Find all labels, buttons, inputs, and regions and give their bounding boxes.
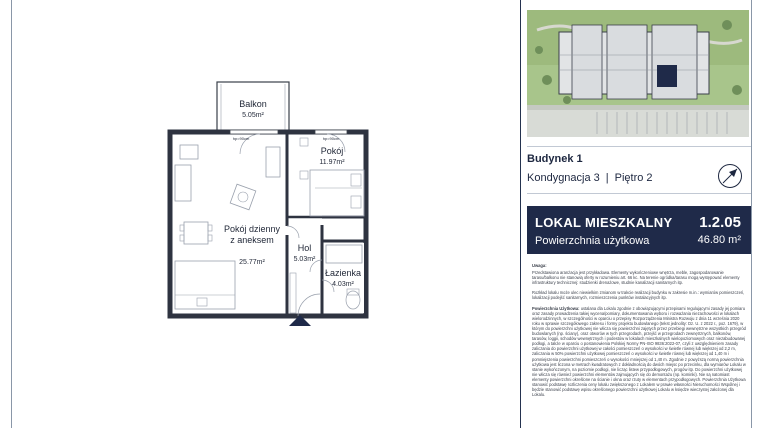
room-label-dzienny	[212, 213, 292, 279]
site-plan	[527, 10, 749, 137]
panel-divider	[520, 0, 521, 428]
area-value: 46.80 m²	[697, 234, 741, 246]
room-name: Pokój dzienny z aneksem	[223, 224, 281, 245]
site-plan-drawing	[527, 10, 749, 137]
room-area: 4.03m²	[332, 281, 354, 288]
room-name: Hol	[297, 243, 312, 253]
notes-heading: Uwaga:	[532, 263, 547, 268]
floor-info	[527, 172, 653, 184]
page-frame-right	[751, 0, 752, 428]
room-area: 25.77m²	[239, 259, 265, 266]
notes-paragraph-3	[532, 306, 746, 398]
area-label: Powierzchnia użytkowa	[535, 235, 650, 247]
unit-banner	[527, 206, 751, 254]
room-label-pokoj	[300, 146, 364, 168]
room-area: 11.97m²	[319, 159, 345, 166]
room-area: 5.05m²	[242, 112, 264, 119]
room-name: Pokój	[320, 146, 344, 156]
room-name: Balkon	[239, 99, 267, 109]
unit-type-label: LOKAL MIESZKALNY	[535, 215, 673, 230]
notes	[532, 263, 746, 402]
notes-paragraph-3-text: ustalana dla Lokalu zgodnie z obowiązującymi przepisami regulującymi zasady jej pomiaru oraz zasady prowadzenia takiej wycena/pomiary, dokumentowania wyboru i rozważania niezachowości w lokalach wielorodzinnych, w szczególności w oparciu o przepisy Rozporządzenia Ministra Rozwoju z dnia 11 września 2020 roku w sprawie szczegółowego zakresu i formy projektu budowlanego (tekst jednolity: Dz. U. z 2022 r., poz. 1679), w którym do powierzchni użytkowej nie wlicza się powierzchni zajętych przez przebiegi wewnętrzne wszystkich przegród budowlanych (np. ściany), oraz otworów w tych przegrodach, przejść w przegrodach zewnętrznych, balkonów, tarasów, loggii, schodów wewnętrznych i podestów w lokalach mieszkalnych wielopoziomowych oraz niezabudowanej podłogi, a także w oparciu o postanowienia Polskiej Normy PN-ISO 9836:2022-07, czyli z uwzględnieniem zasady zaliczania do powierzchni użytkowej w całości pomieszczeń o wysokości w świetle równej lub większej od 2,2 m, zaliczania w 50% powierzchni użytkowej pomieszczeń o wysokości w świetle równej lub większej od 1,40 m i pomniejszenia powierzchni pomieszczeń o wysokości mniejszej od 1,40 m. Zgodnie z powyższą normą powierzchnia użytkowa jest liczona w metrach kwadratowych z dokładnością do dwóch miejsc po przecinku, dla wymiarów Lokalu w stanie wykończonym, na poziomie podłogi, nie licząc listew przypodłogowych, progów itp. Do powierzchni użytkowej nie wlicza się również powierzchni elementów zajmujących się do demontażu (np. kominki). Nie są natomiast elementy powierzchni określone na ścianie i okna oraz rzuty w elementach przypodłogowych. Powierzchnia Użytkowa stanowić podstawę rozliczenia ceny lokalu zwiększonego z Lokalem w prawie własności Nieruchomości Wspólnej i będzie stanowić podstawę wpisu określonego powierzchni użytkowej Lokalu w księdze wieczystej założonej dla Lokalu.	[532, 305, 746, 398]
door-mark-right: hp=90cm	[322, 136, 340, 141]
floor-plan	[150, 75, 380, 335]
door-mark-left: hp=90cm	[232, 136, 250, 141]
separator: |	[605, 172, 609, 184]
room-label-hol	[287, 243, 322, 265]
notes-paragraph-2: Rozkład lokalu może ulec niewielkim zmianom w trakcie realizacji budynku w zakresie m.in.: wymiarów pomieszczeń, lokalizacji podejść sanitarnych, rozmieszczenia punktów instalacyjnych itp.	[532, 290, 745, 301]
building-name: Budynek 1	[527, 153, 583, 165]
room-label-balkon	[217, 99, 289, 121]
notes-paragraph-1: Przedstawiona aranżacja jest przykładowa. Elementy wykończeniowe wnętrza, meble, zagospodarowanie tarasu/balkonu nie stanowią oferty w rozumieniu art. 66 kc. Na terenie ogródka/tarasu mogą występować elementy infrastruktury technicznej: studzienki drenażowe, studnie kanalizacji sanitarnych itp.	[532, 270, 740, 286]
unit-number: 1.2.05	[699, 214, 741, 231]
room-name: Łazienka	[324, 268, 362, 278]
kondygnacja: Kondygnacja 3	[527, 172, 600, 184]
notes-paragraph-3-heading: Powierzchnia Użytkowa:	[532, 305, 580, 311]
compass-icon	[717, 163, 743, 189]
info-divider-bottom	[527, 193, 751, 194]
pietro: Piętro 2	[614, 172, 653, 184]
room-area: 5.03m²	[293, 256, 316, 263]
page-frame-left	[11, 0, 12, 428]
info-divider-top	[527, 146, 751, 147]
room-label-lazienka	[318, 268, 368, 290]
